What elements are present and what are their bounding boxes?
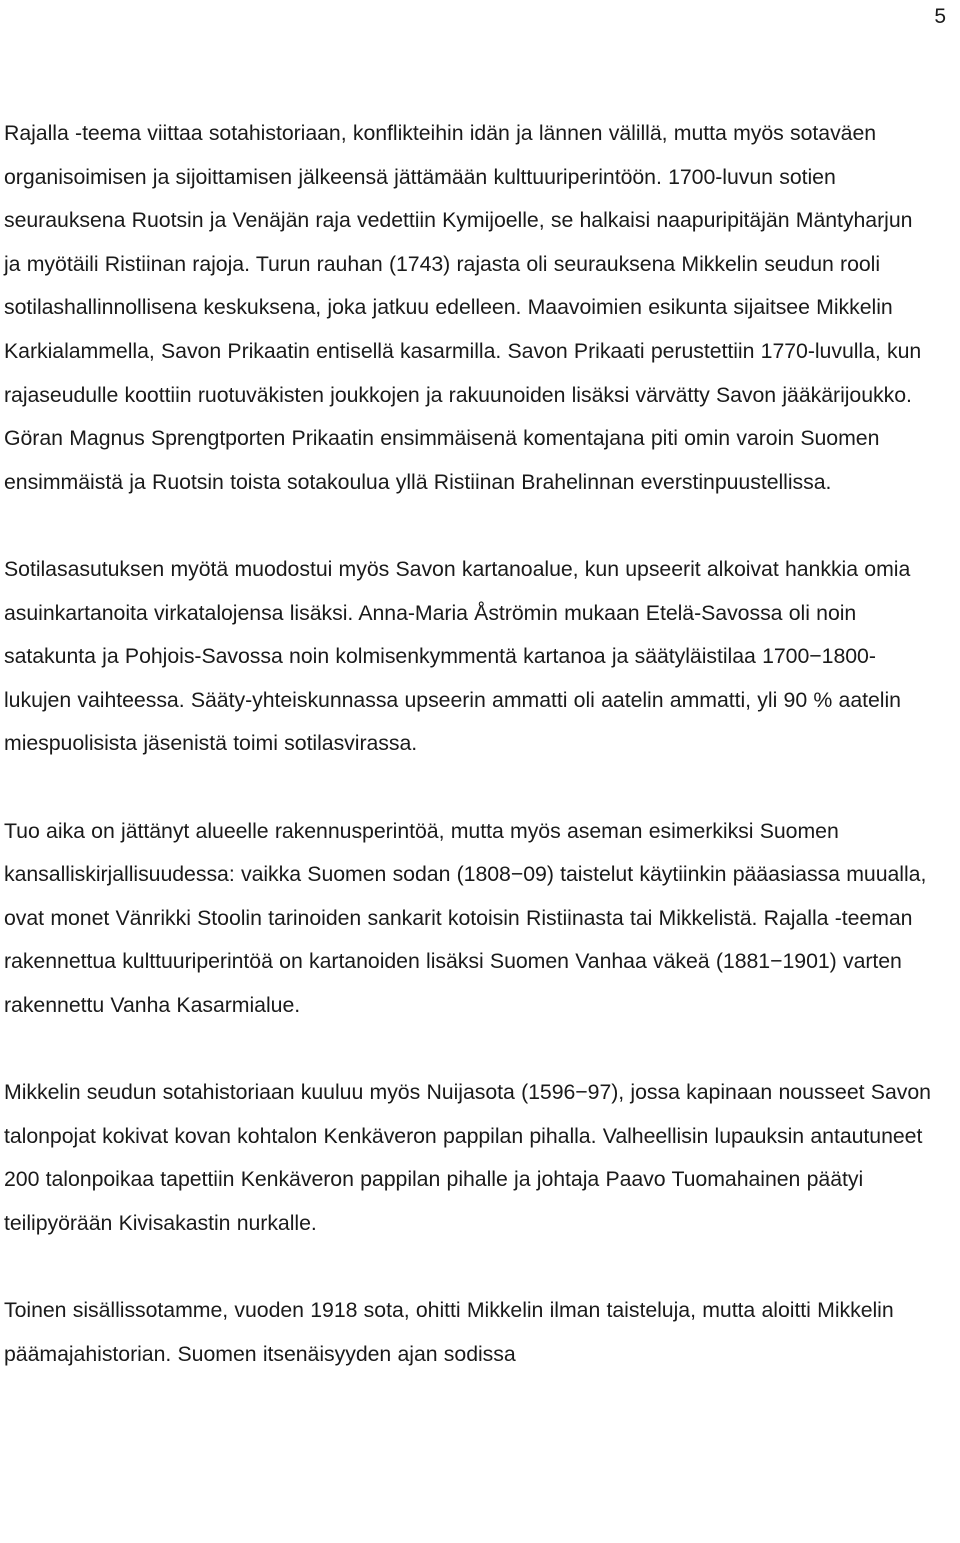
paragraph-sisallissota: Toinen sisällissotamme, vuoden 1918 sota, ohitti Mikkelin ilman taisteluja, mutta aloitti Mikkelin päämajahistorian. Suomen itsenäisyyden ajan sodissa xyxy=(4,1298,894,1366)
paragraph-rakennusperinto: Tuo aika on jättänyt alueelle rakennusperintöä, mutta myös aseman esimerkiksi Suomen kansalliskirjallisuudessa: vaikka Suomen sodan (1808−09) taistelut käytiinkin pääasiassa muualla, ovat monet Vänrikki Stoolin tarinoiden sankarit kotoisin Ristiinasta tai Mikkelistä. Rajalla -teeman rakennettua kulttuuriperintöä on kartanoiden lisäksi Suomen Vanhaa väkeä (1881−1901) varten rakennettu Vanha Kasarmialue. xyxy=(4,818,927,1017)
page-number: 5 xyxy=(934,5,946,28)
paragraph-kartanoalue: Sotilasasutuksen myötä muodostui myös Savon kartanoalue, kun upseerit alkoivat hankkia omia asuinkartanoita virkatalojensa lisäksi. Anna-Maria Åströmin mukaan Etelä-Savossa oli noin satakunta ja Pohjois-Savossa noin kolmisenkymmentä kartanoa ja säätyläistilaa 1700−1800-lukujen vaihteessa. Sääty-yhteiskunnassa upseerin ammatti oli aatelin ammatti, yli 90 % aatelin miespuolisista jäsenistä toimi sotilasvirassa. xyxy=(4,556,911,756)
page-body xyxy=(4,112,932,1376)
paragraph-rajalla-teema: Rajalla -teema viittaa sotahistoriaan, konflikteihin idän ja lännen välillä, mutta myös sotaväen organisoimisen ja sijoittamisen jälkeensä jättämään kulttuuriperintöön. 1700-luvun sotien seurauksena Ruotsin ja Venäjän raja vedettiin Kymijoelle, se halkaisi naapuripitäjän Mäntyharjun ja myötäili Ristiinan rajoja. Turun rauhan (1743) rajasta oli seurauksena Mikkelin seudun rooli sotilashallinnollisena keskuksena, joka jatkuu edelleen. Maavoimien esikunta sijaitsee Mikkelin Karkialammella, Savon Prikaatin entisellä kasarmilla. Savon Prikaati perustettiin 1770-luvulla, kun rajaseudulle koottiin ruotuväkisten joukkojen ja rakuunoiden lisäksi värvätty Savon jääkärijoukko. Göran Magnus Sprengtporten Prikaatin ensimmäisenä komentajana piti omin varoin Suomen ensimmäistä ja Ruotsin toista sotakoulua yllä Ristiinan Brahelinnan everstinpuustellissa. xyxy=(4,121,922,494)
paragraph-nuijasota: Mikkelin seudun sotahistoriaan kuuluu myös Nuijasota (1596−97), jossa kapinaan nousseet Savon talonpojat kokivat kovan kohtalon Kenkäveron pappilan pihalla. Valheellisin lupauksin antautuneet 200 talonpoikaa tapettiin Kenkäveron pappilan pihalle ja johtaja Paavo Tuomahainen päätyi teilipyörään Kivisakastin nurkalle. xyxy=(4,1080,931,1235)
